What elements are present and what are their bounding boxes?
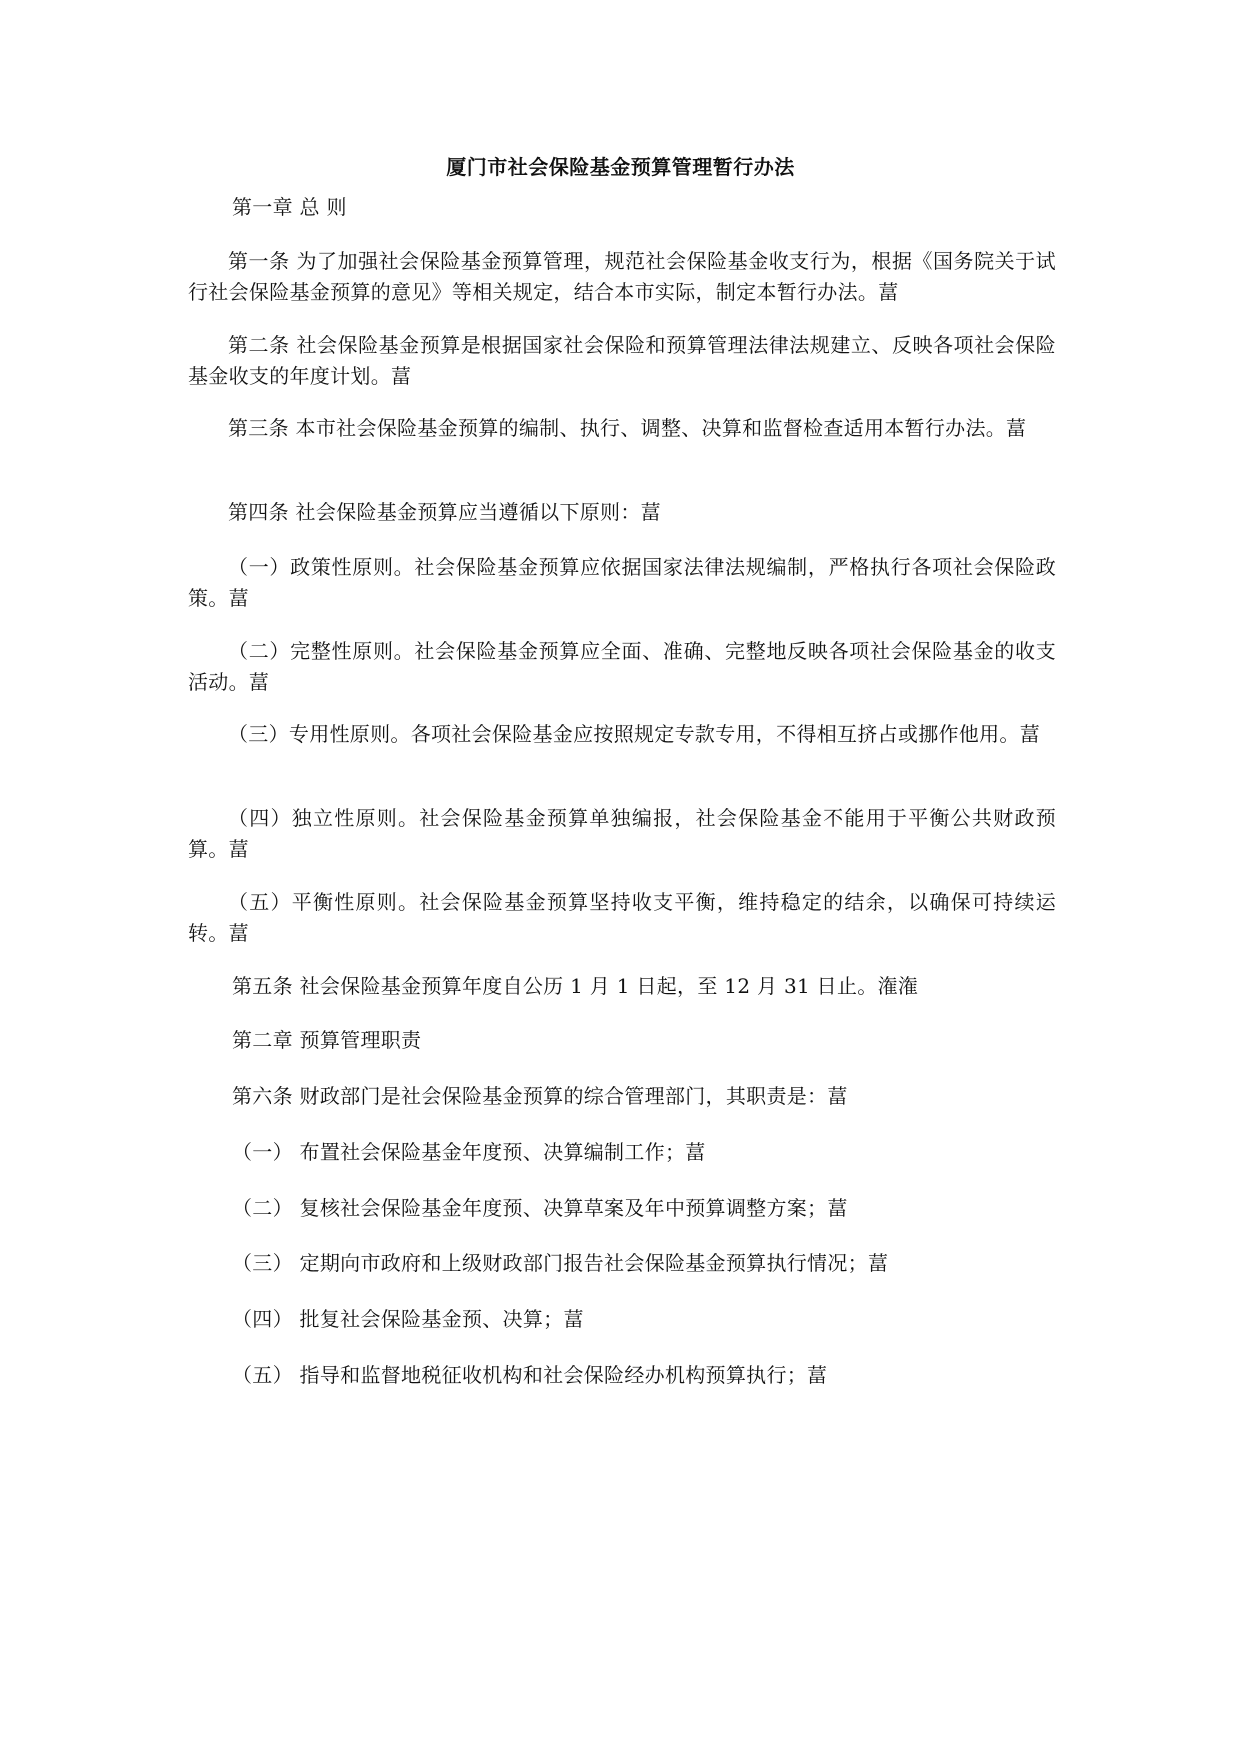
article-paragraph: （一）政策性原则。社会保险基金预算应依据国家法律法规编制，严格执行各项社会保险政策。葍	[188, 555, 1056, 610]
article-paragraph: 第四条 社会保险基金预算应当遵循以下原则：葍	[228, 500, 661, 524]
list-item: （一） 布置社会保险基金年度预、决算编制工作；葍	[232, 1140, 706, 1164]
article-paragraph: 第五条 社会保险基金预算年度自公历 1 月 1 日起，至 12 月 31 日止。潅潅	[232, 974, 919, 998]
list-item: （五） 指导和监督地税征收机构和社会保险经办机构预算执行；葍	[232, 1363, 828, 1387]
article-paragraph: （四）独立性原则。社会保险基金预算单独编报，社会保险基金不能用于平衡公共财政预算。葍	[188, 806, 1056, 861]
list-item: （四） 批复社会保险基金预、决算；葍	[232, 1307, 584, 1331]
chapter-heading: 第二章 预算管理职责	[232, 1028, 422, 1052]
article-paragraph: （三）专用性原则。各项社会保险基金应按照规定专款专用，不得相互挤占或挪作他用。葍	[228, 722, 1040, 746]
list-item: （三） 定期向市政府和上级财政部门报告社会保险基金预算执行情况；葍	[232, 1251, 889, 1275]
article-paragraph: （五）平衡性原则。社会保险基金预算坚持收支平衡，维持稳定的结余，以确保可持续运转。葍	[188, 890, 1056, 945]
article-paragraph: 第六条 财政部门是社会保险基金预算的综合管理部门，其职责是：葍	[232, 1084, 848, 1108]
article-paragraph: 第三条 本市社会保险基金预算的编制、执行、调整、决算和监督检查适用本暂行办法。葍	[228, 416, 1027, 440]
article-paragraph: 第一条 为了加强社会保险基金预算管理，规范社会保险基金收支行为，根据《国务院关于试行社会保险基金预算的意见》等相关规定，结合本市实际，制定本暂行办法。葍	[188, 249, 1056, 304]
document-title: 厦门市社会保险基金预算管理暂行办法	[446, 155, 795, 179]
chapter-heading: 第一章 总 则	[232, 195, 347, 219]
article-paragraph: （二）完整性原则。社会保险基金预算应全面、准确、完整地反映各项社会保险基金的收支活动。葍	[188, 639, 1056, 694]
list-item: （二） 复核社会保险基金年度预、决算草案及年中预算调整方案；葍	[232, 1196, 848, 1220]
article-paragraph: 第二条 社会保险基金预算是根据国家社会保险和预算管理法律法规建立、反映各项社会保险基金收支的年度计划。葍	[188, 333, 1056, 388]
